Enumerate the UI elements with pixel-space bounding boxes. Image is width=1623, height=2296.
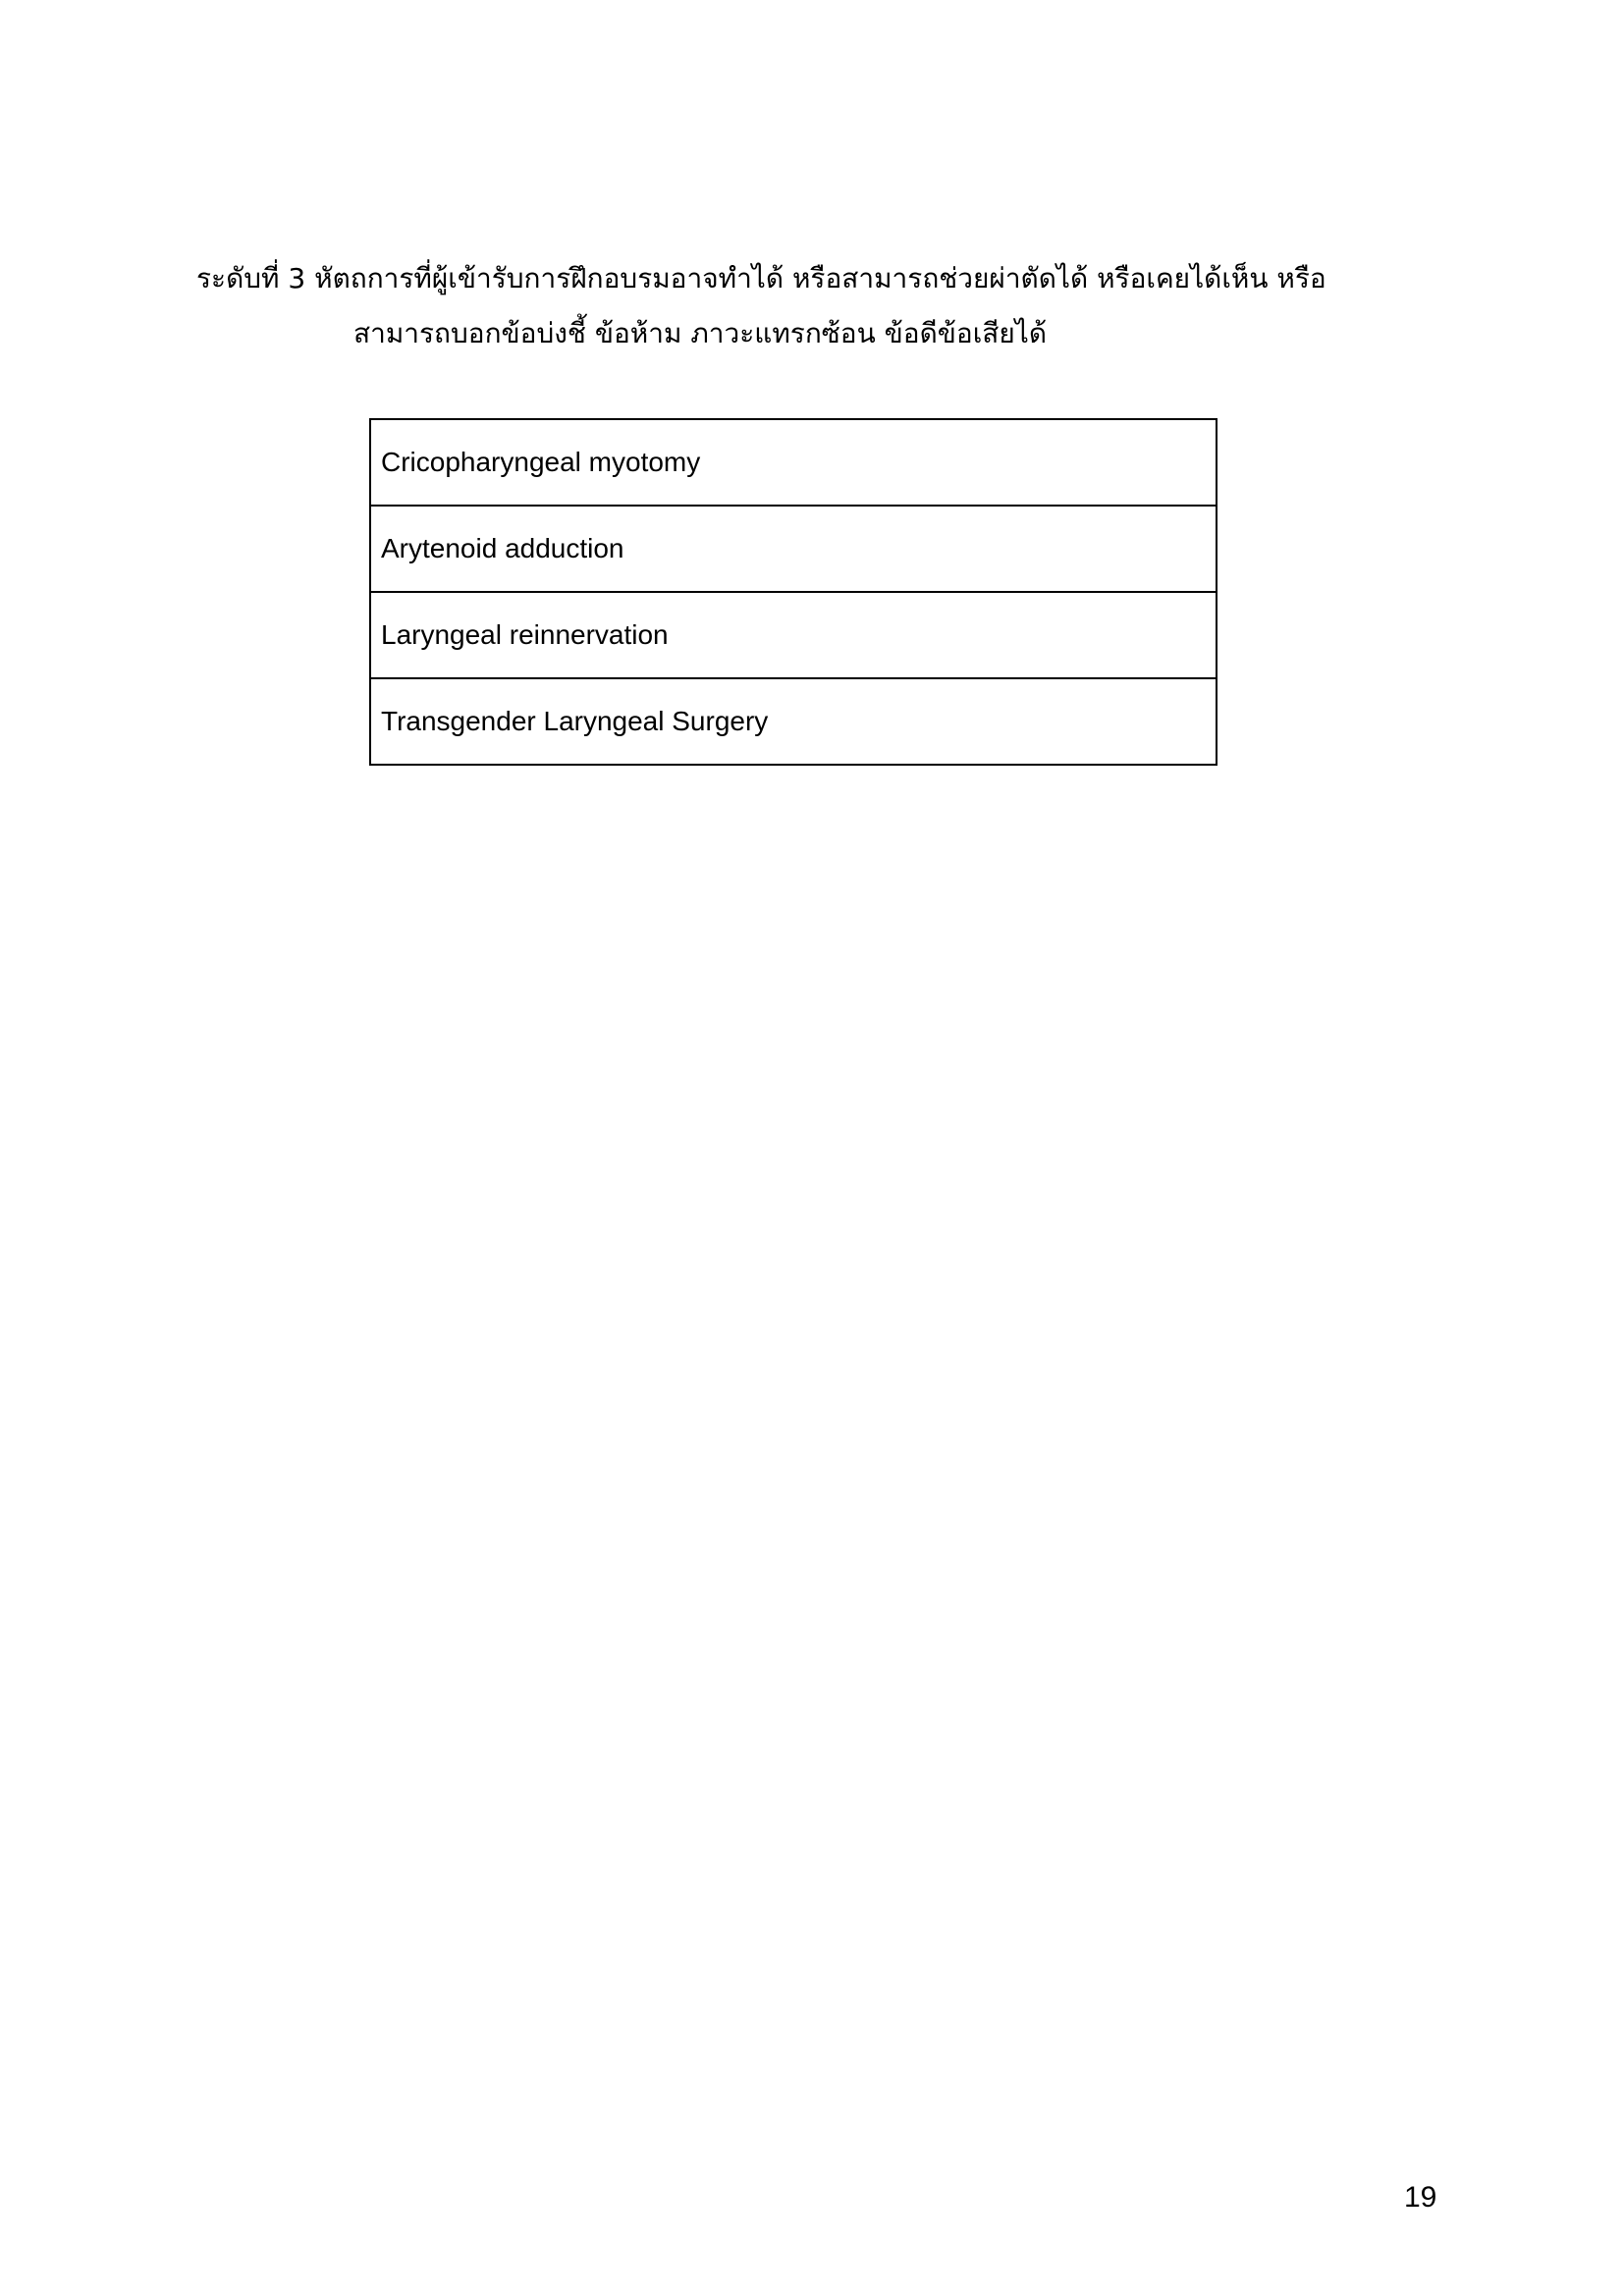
table-row (370, 506, 1217, 592)
table-row (370, 592, 1217, 678)
procedure-cell: Arytenoid adduction (370, 506, 1217, 592)
page-number: 19 (1404, 2181, 1437, 2214)
procedure-table (369, 418, 1217, 766)
procedure-cell: Transgender Laryngeal Surgery (370, 678, 1217, 765)
heading-line-1: ระดับที่ 3 หัตถการที่ผู้เข้ารับการฝึกอบรมอาจทำได้ หรือสามารถช่วยผ่าตัดได้ หรือเคยได้เห็น หรือ (196, 262, 1326, 294)
procedure-cell: Laryngeal reinnervation (370, 592, 1217, 678)
table-row (370, 419, 1217, 506)
procedure-cell: Cricopharyngeal myotomy (370, 419, 1217, 506)
table-row (370, 678, 1217, 765)
heading-line-2: สามารถบอกข้อบ่งชี้ ข้อห้าม ภาวะแทรกซ้อน ข้อดีข้อเสียได้ (353, 317, 1048, 349)
